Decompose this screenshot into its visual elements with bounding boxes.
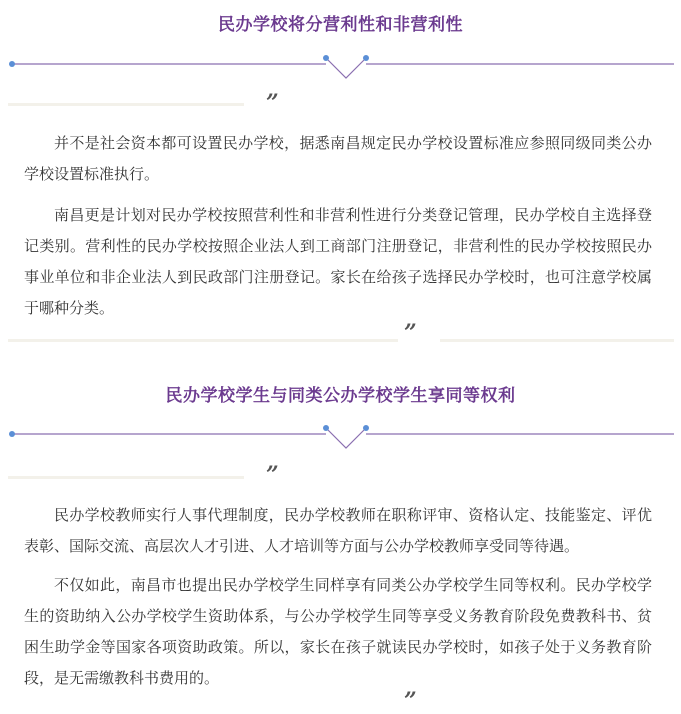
heading-divider [0,420,681,460]
divider-dot [9,61,15,67]
divider-chevron [326,58,366,78]
heading-divider [0,50,681,90]
section-heading: 民办学校学生与同类公办学校学生享同等权利 [165,386,516,406]
quote-mark-close: ” [404,688,417,714]
quote-bar-bottom [440,339,674,342]
paragraph: 并不是社会资本都可设置民办学校，据悉南昌规定民办学校设置标准应参照同级同类公办学校设置标准执行。 [24,134,652,183]
section-heading: 民办学校将分营利性和非营利性 [218,15,463,35]
divider-dot [363,425,369,431]
quote-mark-close: ” [404,320,417,346]
quote-bar-bottom [8,339,398,342]
divider-chevron [326,428,366,448]
section-1 [0,0,681,350]
section-2 [0,370,681,714]
quote-bar-top [8,476,244,479]
divider-dot [9,431,15,437]
quote-mark-open: ” [266,462,279,488]
quote-mark-open: ” [266,90,279,116]
divider-dot [323,55,329,61]
paragraph: 民办学校教师实行人事代理制度，民办学校教师在职称评审、资格认定、技能鉴定、评优表彰、国际交流、高层次人才引进、人才培训等方面与公办学校教师享受同等待遇。 [24,506,652,555]
paragraph: 不仅如此，南昌市也提出民办学校学生同样享有同类公办学校学生同等权利。民办学校学生的资助纳入公办学校学生资助体系，与公办学校学生同等享受义务教育阶段免费教科书、贫困生助学金等国家各项资助政策。所以，家长在孩子就读民办学校时，如孩子处于义务教育阶段，是无需缴教科书费用的。 [24,576,652,687]
divider-dot [323,425,329,431]
paragraph: 南昌更是计划对民办学校按照营利性和非营利性进行分类登记管理，民办学校自主选择登记类别。营利性的民办学校按照企业法人到工商部门注册登记，非营利性的民办学校按照民办事业单位和非企业法人到民政部门注册登记。家长在给孩子选择民办学校时，也可注意学校属于哪种分类。 [24,206,652,317]
divider-dot [363,55,369,61]
quote-bar-top [8,103,244,106]
